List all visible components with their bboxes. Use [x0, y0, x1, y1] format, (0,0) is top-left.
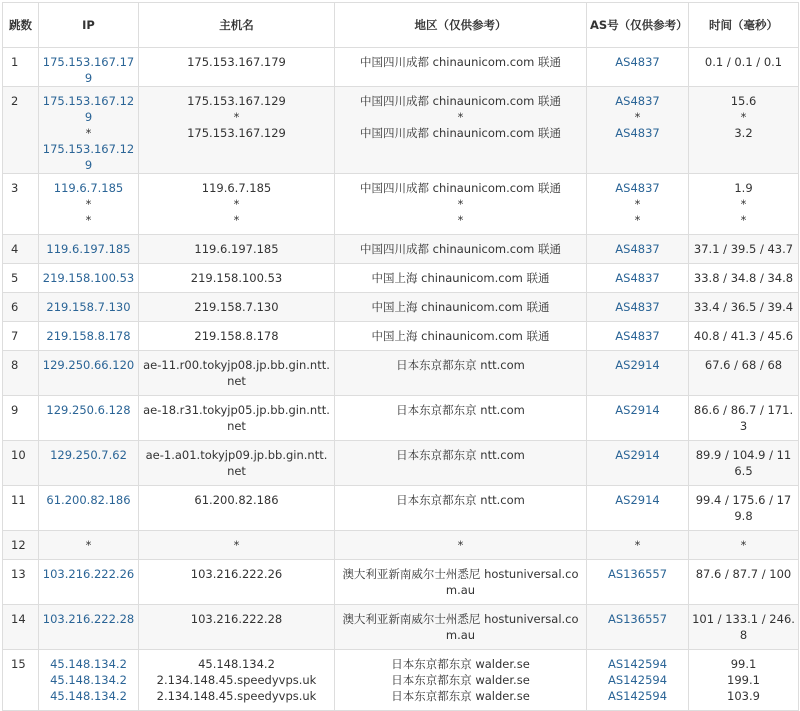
hostname: 45.148.134.2 [198, 657, 275, 671]
as-number-link[interactable]: AS142594 [607, 673, 668, 687]
region: 日本东京都东京 walder.se [391, 689, 530, 703]
hostname: 175.153.167.179 [187, 55, 286, 69]
no-response: * [457, 213, 464, 227]
hostname-cell [139, 322, 335, 351]
latency: 99.1 [730, 657, 757, 671]
as-number-cell [587, 486, 689, 531]
hop-number: 2 [3, 87, 39, 174]
ip-address-link[interactable]: 119.6.7.185 [53, 181, 124, 195]
hostname: 219.158.100.53 [190, 271, 283, 285]
hostname: 61.200.82.186 [194, 493, 279, 507]
as-number-cell [587, 322, 689, 351]
ip-address-cell [39, 174, 139, 235]
region: 澳大利亚新南威尔士州悉尼 hostuniversal.com.au [342, 567, 579, 597]
region: 澳大利亚新南威尔士州悉尼 hostuniversal.com.au [342, 612, 579, 642]
latency-cell [689, 396, 799, 441]
table-row [3, 441, 799, 486]
latency: 37.1 / 39.5 / 43.7 [693, 242, 794, 256]
hop-number: 4 [3, 235, 39, 264]
latency-cell [689, 560, 799, 605]
no-response: * [457, 110, 464, 124]
hostname-cell [139, 560, 335, 605]
as-number-cell [587, 87, 689, 174]
as-number-cell [587, 174, 689, 235]
table-row [3, 235, 799, 264]
as-number-link[interactable]: AS4837 [615, 94, 660, 108]
latency: 86.6 / 86.7 / 171.3 [693, 403, 794, 433]
hostname-cell [139, 486, 335, 531]
no-response: * [634, 110, 641, 124]
hostname-cell [139, 441, 335, 486]
region: 中国上海 chinaunicom.com 联通 [371, 329, 550, 343]
hop-number: 11 [3, 486, 39, 531]
region: 中国四川成都 chinaunicom.com 联通 [359, 94, 561, 108]
no-response: * [233, 213, 240, 227]
latency: 15.6 [730, 94, 757, 108]
region-cell [335, 87, 587, 174]
region-cell [335, 235, 587, 264]
ip-address-link[interactable]: 175.153.167.129 [42, 94, 135, 124]
ip-address-cell [39, 48, 139, 87]
region-cell [335, 486, 587, 531]
table-header [3, 3, 799, 48]
header-hop: 跳数 [3, 3, 39, 48]
ip-address-cell [39, 87, 139, 174]
latency: 40.8 / 41.3 / 45.6 [693, 329, 794, 343]
as-number-cell [587, 560, 689, 605]
latency: 101 / 133.1 / 246.8 [692, 612, 795, 642]
table-row [3, 486, 799, 531]
no-response: * [740, 213, 747, 227]
header-row [3, 3, 799, 48]
latency-cell [689, 531, 799, 560]
latency: 3.2 [734, 126, 753, 140]
hop-number: 8 [3, 351, 39, 396]
ip-address-cell [39, 351, 139, 396]
hostname: 219.158.8.178 [194, 329, 279, 343]
hop-number: 1 [3, 48, 39, 87]
region-cell [335, 322, 587, 351]
latency: 0.1 / 0.1 / 0.1 [704, 55, 783, 69]
region-cell [335, 560, 587, 605]
hostname: ae-11.r00.tokyjp08.jp.bb.gin.ntt.net [143, 358, 330, 388]
region: 中国上海 chinaunicom.com 联通 [371, 271, 550, 285]
region: 日本东京都东京 ntt.com [396, 358, 525, 372]
region-cell [335, 351, 587, 396]
as-number-link[interactable]: AS2914 [615, 403, 660, 417]
table-row [3, 650, 799, 711]
hostname: ae-18.r31.tokyjp05.jp.bb.gin.ntt.net [143, 403, 330, 433]
hostname-cell [139, 293, 335, 322]
table-row [3, 396, 799, 441]
ip-address-link[interactable]: 119.6.197.185 [46, 242, 131, 256]
ip-address-link[interactable]: 45.148.134.2 [50, 673, 127, 687]
latency-cell [689, 48, 799, 87]
hop-number: 13 [3, 560, 39, 605]
hostname: 119.6.197.185 [194, 242, 279, 256]
table-row [3, 531, 799, 560]
hop-number: 15 [3, 650, 39, 711]
hostname-cell [139, 87, 335, 174]
region: 中国四川成都 chinaunicom.com 联通 [359, 181, 561, 195]
ip-address-link[interactable]: 103.216.222.28 [42, 612, 135, 626]
ip-address-link[interactable]: 45.148.134.2 [50, 689, 127, 703]
table-row [3, 174, 799, 235]
hop-number: 7 [3, 322, 39, 351]
ip-address-link[interactable]: 45.148.134.2 [50, 657, 127, 671]
latency-cell [689, 605, 799, 650]
region-cell [335, 48, 587, 87]
region-cell [335, 441, 587, 486]
no-response: * [634, 213, 641, 227]
no-response: * [233, 197, 240, 211]
ip-address-link[interactable]: 129.250.66.120 [42, 358, 135, 372]
latency-cell [689, 264, 799, 293]
ip-address-link[interactable]: 175.153.167.129 [42, 142, 135, 172]
region-cell [335, 650, 587, 711]
region: 日本东京都东京 walder.se [391, 657, 530, 671]
ip-address-link[interactable]: 129.250.7.62 [50, 448, 127, 462]
latency: 87.6 / 87.7 / 100 [695, 567, 792, 581]
region-cell [335, 174, 587, 235]
hostname: ae-1.a01.tokyjp09.jp.bb.gin.ntt.net [145, 448, 328, 478]
as-number-cell [587, 264, 689, 293]
hop-number: 14 [3, 605, 39, 650]
table-row [3, 322, 799, 351]
latency: 33.4 / 36.5 / 39.4 [693, 300, 794, 314]
as-number-link[interactable]: AS142594 [607, 689, 668, 703]
ip-address-cell [39, 605, 139, 650]
hostname: 219.158.7.130 [194, 300, 279, 314]
as-number-link[interactable]: AS2914 [615, 358, 660, 372]
region: 日本东京都东京 ntt.com [396, 403, 525, 417]
no-response: * [457, 197, 464, 211]
region: 日本东京都东京 walder.se [391, 673, 530, 687]
latency: 199.1 [727, 673, 760, 687]
no-response: * [457, 538, 464, 552]
table-row [3, 48, 799, 87]
as-number-link[interactable]: AS4837 [615, 242, 660, 256]
latency: 1.9 [734, 181, 753, 195]
region: 中国四川成都 chinaunicom.com 联通 [359, 55, 561, 69]
region-cell [335, 293, 587, 322]
header-region: 地区（仅供参考） [335, 3, 587, 48]
latency: 67.6 / 68 / 68 [704, 358, 783, 372]
header-time: 时间（毫秒） [689, 3, 799, 48]
ip-address-cell [39, 441, 139, 486]
ip-address-cell [39, 650, 139, 711]
as-number-cell [587, 351, 689, 396]
no-response: * [233, 110, 240, 124]
hostname: 103.216.222.28 [190, 612, 283, 626]
latency-cell [689, 486, 799, 531]
no-response: * [634, 197, 641, 211]
latency-cell [689, 87, 799, 174]
region: 中国四川成都 chinaunicom.com 联通 [359, 126, 561, 140]
as-number-cell [587, 605, 689, 650]
as-number-cell [587, 48, 689, 87]
table-row [3, 264, 799, 293]
as-number-link[interactable]: AS4837 [615, 271, 660, 285]
table-row [3, 87, 799, 174]
hostname-cell [139, 650, 335, 711]
latency-cell [689, 235, 799, 264]
ip-address-link[interactable]: 219.158.100.53 [42, 271, 135, 285]
as-number-cell [587, 293, 689, 322]
latency: 33.8 / 34.8 / 34.8 [693, 271, 794, 285]
hop-number: 10 [3, 441, 39, 486]
as-number-link[interactable]: AS2914 [615, 448, 660, 462]
hop-number: 5 [3, 264, 39, 293]
hostname: 2.134.148.45.speedyvps.uk [156, 673, 317, 687]
latency-cell [689, 174, 799, 235]
no-response: * [233, 538, 240, 552]
no-response: * [85, 213, 92, 227]
latency: 89.9 / 104.9 / 116.5 [695, 448, 792, 478]
hop-number: 12 [3, 531, 39, 560]
hostname: 2.134.148.45.speedyvps.uk [156, 689, 317, 703]
ip-address-cell [39, 322, 139, 351]
latency-cell [689, 293, 799, 322]
ip-address-link[interactable]: 219.158.8.178 [46, 329, 131, 343]
hostname-cell [139, 605, 335, 650]
header-ip: IP [39, 3, 139, 48]
table-row [3, 293, 799, 322]
as-number-link[interactable]: AS4837 [615, 181, 660, 195]
table-row [3, 560, 799, 605]
hostname: 175.153.167.129 [187, 94, 286, 108]
ip-address-cell [39, 396, 139, 441]
hostname-cell [139, 174, 335, 235]
ip-address-cell [39, 264, 139, 293]
no-response: * [634, 538, 641, 552]
hostname: 175.153.167.129 [187, 126, 286, 140]
hop-number: 6 [3, 293, 39, 322]
as-number-cell [587, 441, 689, 486]
hostname: 119.6.7.185 [201, 181, 272, 195]
ip-address-link[interactable]: 103.216.222.26 [42, 567, 135, 581]
hop-number: 9 [3, 396, 39, 441]
no-response: * [85, 538, 92, 552]
latency-cell [689, 650, 799, 711]
latency: 99.4 / 175.6 / 179.8 [695, 493, 792, 523]
table-row [3, 605, 799, 650]
region: 日本东京都东京 ntt.com [396, 493, 525, 507]
hostname-cell [139, 351, 335, 396]
hostname-cell [139, 48, 335, 87]
header-asn: AS号（仅供参考） [587, 3, 689, 48]
as-number-cell [587, 531, 689, 560]
table-row [3, 351, 799, 396]
no-response: * [85, 126, 92, 140]
region: 中国上海 chinaunicom.com 联通 [371, 300, 550, 314]
as-number-link[interactable]: AS142594 [607, 657, 668, 671]
no-response: * [740, 197, 747, 211]
ip-address-link[interactable]: 61.200.82.186 [46, 493, 131, 507]
as-number-cell [587, 235, 689, 264]
ip-address-cell [39, 560, 139, 605]
ip-address-link[interactable]: 219.158.7.130 [46, 300, 131, 314]
as-number-link[interactable]: AS4837 [615, 329, 660, 343]
as-number-link[interactable]: AS4837 [615, 300, 660, 314]
as-number-link[interactable]: AS4837 [615, 55, 660, 69]
region-cell [335, 396, 587, 441]
region: 日本东京都东京 ntt.com [396, 448, 525, 462]
table-body [3, 48, 799, 711]
latency-cell [689, 322, 799, 351]
ip-address-link[interactable]: 129.250.6.128 [46, 403, 131, 417]
ip-address-cell [39, 531, 139, 560]
latency-cell [689, 441, 799, 486]
ip-address-cell [39, 293, 139, 322]
as-number-link[interactable]: AS2914 [615, 493, 660, 507]
as-number-cell [587, 650, 689, 711]
ip-address-cell [39, 486, 139, 531]
hostname-cell [139, 396, 335, 441]
region-cell [335, 264, 587, 293]
hostname-cell [139, 531, 335, 560]
hostname-cell [139, 264, 335, 293]
hostname-cell [139, 235, 335, 264]
as-number-link[interactable]: AS136557 [607, 567, 668, 581]
as-number-link[interactable]: AS136557 [607, 612, 668, 626]
ip-address-link[interactable]: 175.153.167.179 [42, 55, 135, 85]
latency-cell [689, 351, 799, 396]
region-cell [335, 531, 587, 560]
as-number-link[interactable]: AS4837 [615, 126, 660, 140]
no-response: * [85, 197, 92, 211]
region: 中国四川成都 chinaunicom.com 联通 [359, 242, 561, 256]
region-cell [335, 605, 587, 650]
no-response: * [740, 538, 747, 552]
hostname: 103.216.222.26 [190, 567, 283, 581]
hop-number: 3 [3, 174, 39, 235]
as-number-cell [587, 396, 689, 441]
latency: 103.9 [727, 689, 760, 703]
no-response: * [740, 110, 747, 124]
ip-address-cell [39, 235, 139, 264]
traceroute-table [2, 2, 799, 711]
header-hostname: 主机名 [139, 3, 335, 48]
